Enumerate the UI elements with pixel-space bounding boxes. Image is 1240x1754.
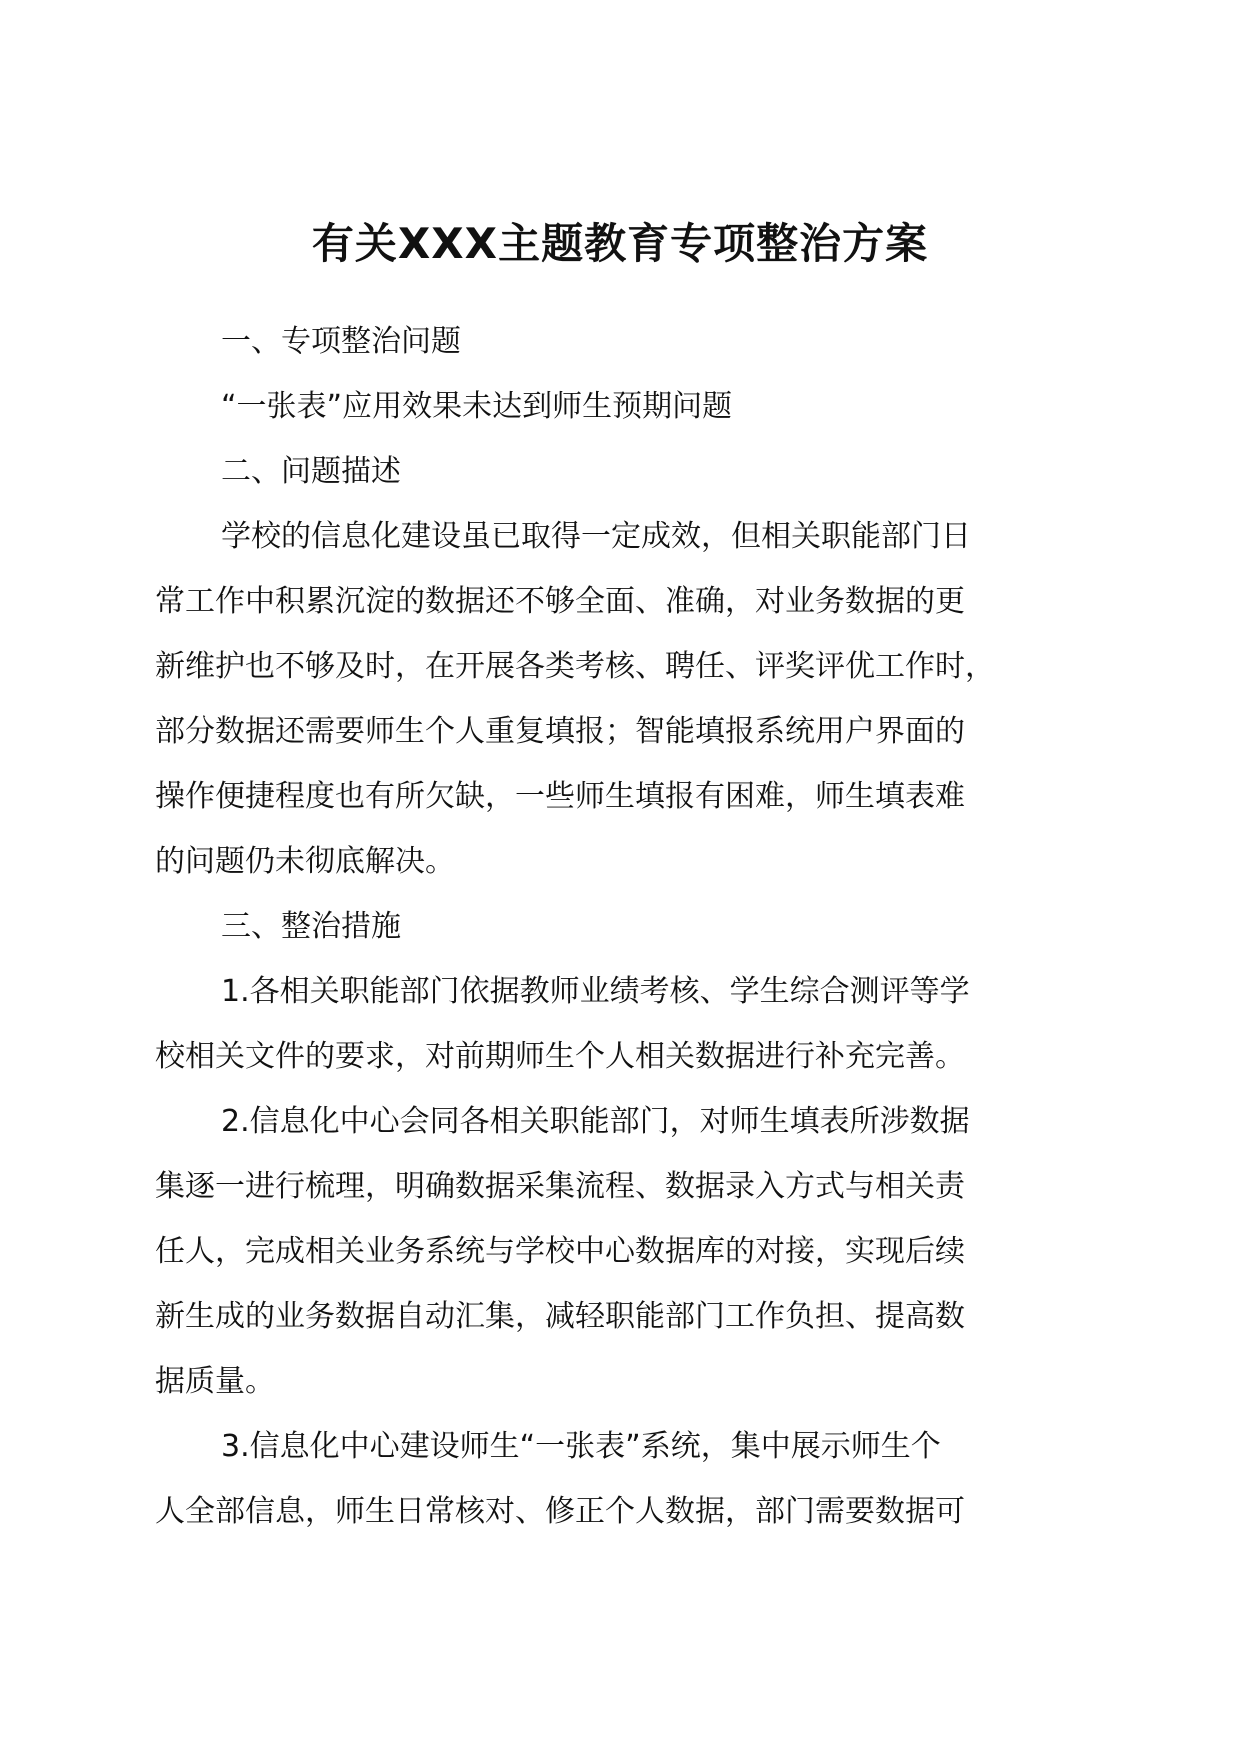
section-1-text: “一张表”应用效果未达到师生预期问题	[221, 389, 733, 424]
measure-2-line: 据质量。	[155, 1364, 275, 1399]
paragraph-line: 常工作中积累沉淀的数据还不够全面、准确，对业务数据的更	[155, 584, 965, 619]
paragraph-line: 操作便捷程度也有所欠缺，一些师生填报有困难，师生填表难	[155, 779, 965, 814]
measure-1-line: 校相关文件的要求，对前期师生个人相关数据进行补充完善。	[155, 1039, 965, 1074]
measure-2-line: 任人，完成相关业务系统与学校中心数据库的对接，实现后续	[155, 1234, 965, 1269]
measure-2-line: 集逐一进行梳理，明确数据采集流程、数据录入方式与相关责	[155, 1169, 965, 1204]
measure-2-line: 2.信息化中心会同各相关职能部门，对师生填表所涉数据	[221, 1104, 970, 1139]
paragraph-line: 的问题仍未彻底解决。	[155, 844, 455, 879]
section-heading-3: 三、整治措施	[221, 909, 401, 944]
section-heading-2: 二、问题描述	[221, 454, 401, 489]
paragraph-line: 学校的信息化建设虽已取得一定成效，但相关职能部门日	[221, 519, 971, 554]
measure-2-line: 新生成的业务数据自动汇集，减轻职能部门工作负担、提高数	[155, 1299, 965, 1334]
paragraph-line: 部分数据还需要师生个人重复填报；智能填报系统用户界面的	[155, 714, 965, 749]
document-title: 有关XXX主题教育专项整治方案	[311, 219, 929, 268]
measure-3-line: 3.信息化中心建设师生“一张表”系统，集中展示师生个	[221, 1429, 941, 1464]
paragraph-line: 新维护也不够及时，在开展各类考核、聘任、评奖评优工作时，	[155, 649, 995, 684]
section-heading-1: 一、专项整治问题	[221, 324, 461, 359]
measure-1-line: 1.各相关职能部门依据教师业绩考核、学生综合测评等学	[221, 974, 970, 1009]
measure-3-line: 人全部信息，师生日常核对、修正个人数据，部门需要数据可	[155, 1494, 965, 1529]
